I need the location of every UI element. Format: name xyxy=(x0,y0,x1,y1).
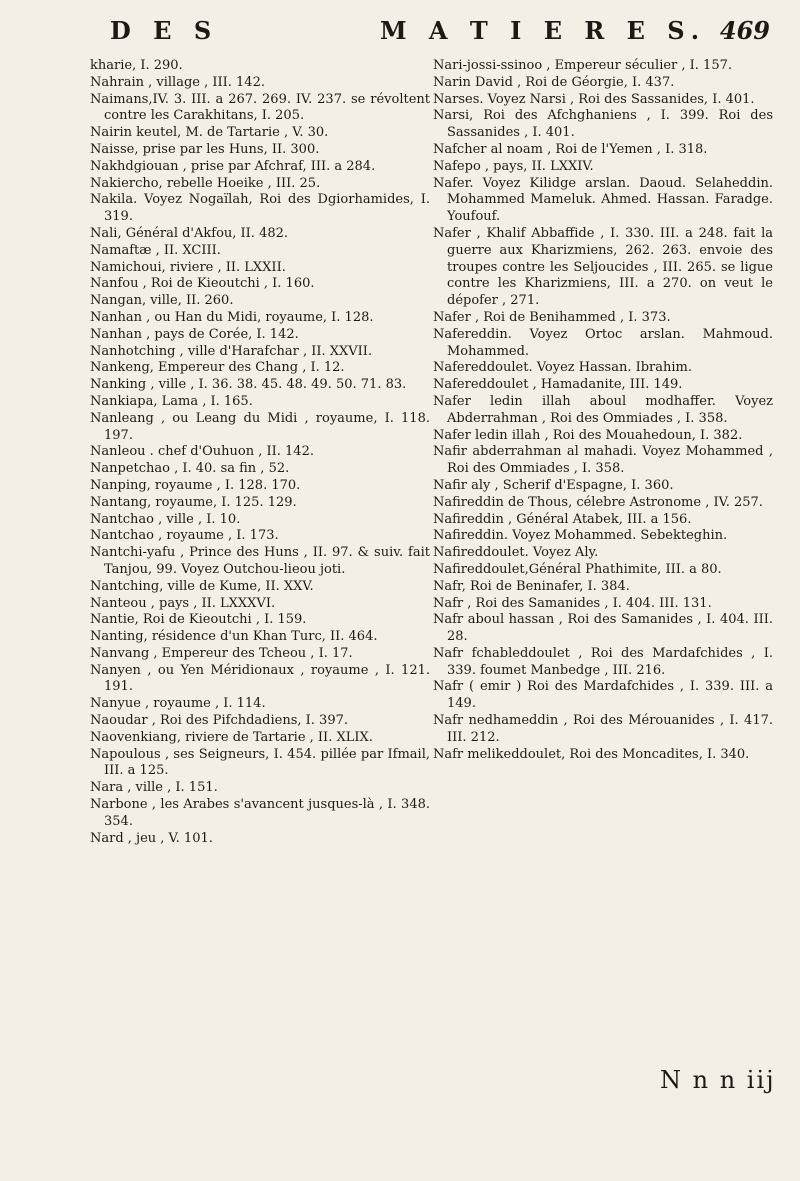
index-entry: Nantchao , ville , I. 10. xyxy=(90,511,241,527)
page-number: 469 xyxy=(719,16,770,45)
index-entry: Naoudar , Roi des Pifchdadiens, I. 397. xyxy=(90,713,349,729)
running-head-right: M A T I E R E S. xyxy=(380,16,707,45)
index-entry: Nantching, ville de Kume, II. XXV. xyxy=(90,578,314,594)
index-entry: Nali, Général d'Akfou, II. 482. xyxy=(90,225,289,241)
running-head-left: D E S xyxy=(110,16,219,45)
index-entry: Nanhan , pays de Corée, I. 142. xyxy=(90,326,299,342)
index-entry: Naovenkiang, riviere de Tartarie , II. XLIX. xyxy=(90,729,373,745)
index-entry: Nakiercho, rebelle Hoeike , III. 25. xyxy=(90,175,321,191)
index-entry: Nairin keutel, M. de Tartarie , V. 30. xyxy=(90,125,329,141)
index-entry: Namaftæ , II. XCIII. xyxy=(90,242,221,258)
index-entry: Nangan, ville, II. 260. xyxy=(90,293,234,309)
index-entry: Nakhdgiouan , prise par Afchraf, III. a 284. xyxy=(90,158,376,174)
index-entry: Nanking , ville , I. 36. 38. 45. 48. 49. 50. 71. 83. xyxy=(90,377,407,393)
index-entry: Narses. Voyez Narsi , Roi des Sassanides, I. 401. xyxy=(433,91,755,107)
index-entry: Nanfou , Roi de Kieoutchi , I. 160. xyxy=(90,276,315,292)
index-entry: Nafir aly , Scherif d'Espagne, I. 360. xyxy=(433,477,674,493)
index-entry: Nanhotching , ville d'Harafchar , II. XXVII. xyxy=(90,343,373,359)
index-entry: Nafer , Roi de Benihammed , I. 373. xyxy=(433,309,671,325)
index-entry: Nafr fchableddoulet , Roi des Mardafchides , I. 339. foumet Manbedge , III. 216. xyxy=(433,645,773,678)
index-entry: Nanhan , ou Han du Midi, royaume, I. 128. xyxy=(90,309,374,325)
index-entry: Narin David , Roi de Géorgie, I. 437. xyxy=(433,74,675,90)
index-entry: Nahrain , village , III. 142. xyxy=(90,74,265,90)
index-entry: Nantchi-yafu , Prince des Huns , II. 97. & suiv. fait Tanjou, 99. Voyez Outchou-lieou joti. xyxy=(90,545,430,577)
index-entry: Nafereddoulet , Hamadanite, III. 149. xyxy=(433,377,683,393)
index-entry: Nafr, Roi de Beninafer, I. 384. xyxy=(433,578,630,594)
index-entry: Nantang, royaume, I. 125. 129. xyxy=(90,494,297,510)
index-entry: Nari-jossi-ssinoo , Empereur séculier , I. 157. xyxy=(433,58,733,73)
index-entry: Nafcher al noam , Roi de l'Yemen , I. 318. xyxy=(433,141,708,157)
index-entry: Nafireddin , Général Atabek, III. a 156. xyxy=(433,511,692,527)
index-entry: Nafir abderrahman al mahadi. Voyez Mohammed , Roi des Ommiades , I. 358. xyxy=(433,444,773,477)
index-entry: Nakila. Voyez Nogaïlah, Roi des Dgiorhamides, I. 319. xyxy=(90,192,430,225)
index-entry: Nafireddoulet. Voyez Aly. xyxy=(433,545,599,561)
index-entry: Nanleou . chef d'Ouhuon , II. 142. xyxy=(90,444,314,460)
index-entry: Nanyue , royaume , I. 114. xyxy=(90,696,266,712)
index-entry: Nankiapa, Lama , I. 165. xyxy=(90,393,253,409)
index-entry: Nafireddin de Thous, célebre Astronome , IV. 257. xyxy=(433,494,763,510)
index-column-left xyxy=(90,58,430,847)
index-entry: Nara , ville , I. 151. xyxy=(90,780,218,796)
index-entry: Nafereddin. Voyez Ortoc arslan. Mahmoud. Mohammed. xyxy=(433,326,773,359)
index-entry: Nafer. Voyez Kilidge arslan. Daoud. Selaheddin. Mohammed Mameluk. Ahmed. Hassan. Faradge. Youfouf. xyxy=(433,175,773,225)
index-entry: Naimans,IV. 3. III. a 267. 269. IV. 237. se révoltent contre les Carakhitans, I. 205. xyxy=(90,91,430,124)
index-entry: Nafer ledin illah aboul modhaffer. Voyez Abderrahman , Roi des Ommiades , I. 358. xyxy=(433,393,773,426)
index-entry: Nafireddin. Voyez Mohammed. Sebekteghin. xyxy=(433,528,728,544)
index-entry: Nankeng, Empereur des Chang , I. 12. xyxy=(90,360,345,376)
index-entry: Napoulous , ses Seigneurs, I. 454. pillée par Ifmail, III. a 125. xyxy=(90,746,430,779)
index-entry: Nafr , Roi des Samanides , I. 404. III. 131. xyxy=(433,595,712,611)
index-entry: Namichoui, riviere , II. LXXII. xyxy=(90,259,286,275)
index-entry: Nafr melikeddoulet, Roi des Moncadites, I. 340. xyxy=(433,746,750,762)
index-column-right xyxy=(433,58,773,763)
index-entry: Nard , jeu , V. 101. xyxy=(90,830,213,846)
index-entry: Nanpetchao , I. 40. sa fin , 52. xyxy=(90,461,290,477)
index-entry: Nantchao , royaume , I. 173. xyxy=(90,528,279,544)
index-entry: Nanleang , ou Leang du Midi , royaume, I. 118. 197. xyxy=(90,410,430,443)
index-entry: Nafireddoulet,Général Phathimite, III. a 80. xyxy=(433,561,722,577)
index-entry: Nanyen , ou Yen Méridionaux , royaume , I. 121. 191. xyxy=(90,662,430,695)
index-entry: Nafepo , pays, II. LXXIV. xyxy=(433,158,594,174)
index-entry: Nanting, résidence d'un Khan Turc, II. 464. xyxy=(90,629,378,645)
index-entry: Nafr aboul hassan , Roi des Samanides , I. 404. III. 28. xyxy=(433,612,773,645)
index-entry: Nantie, Roi de Kieoutchi , I. 159. xyxy=(90,612,307,628)
index-entry: kharie, I. 290. xyxy=(90,58,183,73)
index-entry: Narbone , les Arabes s'avancent jusques-là , I. 348. 354. xyxy=(90,797,430,829)
index-entry: Nanvang , Empereur des Tcheou , I. 17. xyxy=(90,645,353,661)
index-entry: Nafer ledin illah , Roi des Mouahedoun, I. 382. xyxy=(433,427,743,443)
index-entry: Nafer , Khalif Abbaffide , I. 330. III. a 248. fait la guerre aux Kharizmiens, 262. 263. envoie des troupes contre les Seljoucides , III. 265. se ligue contre les Kharizmiens, III. a 270. on veut le dépofer , 271. xyxy=(433,225,773,309)
index-entry: Nafr ( emir ) Roi des Mardafchides , I. 339. III. a 149. xyxy=(433,679,773,712)
index-entry: Naisse, prise par les Huns, II. 300. xyxy=(90,141,320,157)
index-entry: Narsi, Roi des Afchghaniens , I. 399. Roi des Sassanides , I. 401. xyxy=(433,108,773,141)
index-entry: Nafr nedhameddin , Roi des Mérouanides , I. 417. III. 212. xyxy=(433,713,773,745)
running-head xyxy=(90,16,770,56)
index-entry: Nanteou , pays , II. LXXXVI. xyxy=(90,595,276,611)
index-entry: Nanping, royaume , I. 128. 170. xyxy=(90,477,301,493)
signature-mark: N n n iij xyxy=(660,1066,776,1094)
index-entry: Nafereddoulet. Voyez Hassan. Ibrahim. xyxy=(433,360,692,376)
